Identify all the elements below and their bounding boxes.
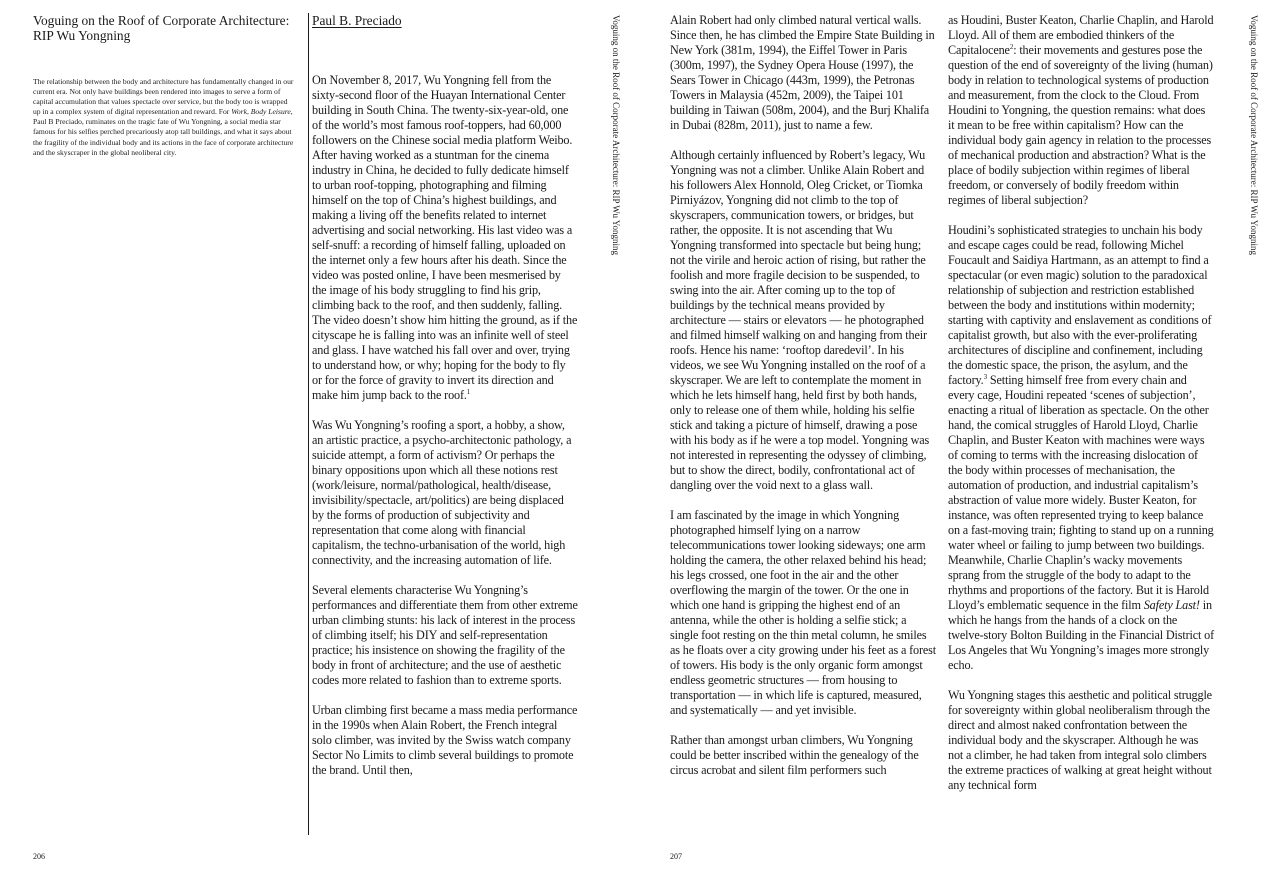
body-column-1 — [312, 73, 578, 778]
body-column-3 — [948, 13, 1214, 793]
paragraph: Alain Robert had only climbed natural vertical walls. Since then, he has climbed the Empire State Building in New York (381m, 1994), the Eiffel Tower in Paris (300m, 1997), the Sydney Opera House (1997), the Sears Tower in Chicago (443m, 1999), the Petronas Towers in Malaysia (452m, 2009), the Taipei 101 building in Taiwan (508m, 2004), and the Burj Khalifa in Dubai (828m, 2011), just to name a few. — [670, 13, 935, 132]
page-number-left: 206 — [33, 852, 45, 861]
paragraph: On November 8, 2017, Wu Yongning fell from the sixty-second floor of the Huayan International Center building in South China. The twenty-six-year-old, one of the world’s most famous roof-toppers, had 60,000 followers on the Chinese social media platform Weibo. After having worked as a stuntman for the cinema industry in China, he decided to fully dedicate himself to urban roof-topping, photographing and filming himself on the top of China’s highest buildings, and making a living off the benefits related to internet advertising and social networking. His last video was a self-snuff: a recording of himself falling, uploaded on the internet only a few hours after his death. Since the video was posted online, I have been mesmerised by the image of his body struggling to find his grip, climbing back to the roof, and then suddenly, falling. The video doesn’t show him hitting the ground, as if the cityscape he is falling into was an infinite well of steel and glass. I have watched his fall over and over, trying to understand how, or why; hoping for the body to fly or for the force of gravity to invert its direction and make him jump back to the roof.$^1$ — [312, 73, 578, 402]
footnote-ref[interactable]: 1 — [466, 387, 471, 396]
article-abstract — [33, 77, 295, 158]
column-rule — [308, 13, 309, 835]
paragraph: I am fascinated by the image in which Yongning photographed himself lying on a narrow telecommunications tower looking sideways; one arm holding the camera, the other relaxed behind his head; his legs crossed, one foot in the air and the other overflowing the margin of the tower. Or the one in which one hand is gripping the highest end of an antenna, while the other is holding a selfie stick; a single foot resting on the thin metal column, he smiles as he floats over a city growing under his feet as a forest of towers. His body is the only organic form amongst endless geometric structures — from housing to transportation — in which life is captured, measured, and systematically — and yet invisible. — [670, 508, 936, 717]
paragraph: Was Wu Yongning’s roofing a sport, a hobby, a show, an artistic practice, a psycho-architectonic pathology, a suicide attempt, a form of activism? Or perhaps the binary oppositions upon which all these notions rest (work/leisure, normal/pathological, health/disease, invisibility/spectacle, art/politics) are being displaced by the forms of production of subjectivity and representation that come along with financial capitalism, the techno-urbanisation of the world, high connectivity, and the increasing automation of life. — [312, 418, 572, 567]
paragraph: Rather than amongst urban climbers, Wu Yongning could be better inscribed within the genealogy of the circus acrobat and silent film performers such — [670, 733, 919, 777]
paragraph: Urban climbing first became a mass media performance in the 1990s when Alain Robert, the French integral solo climber, was invited by the Swiss watch company Sector No Limits to climb several buildings to promote the brand. Until then, — [312, 703, 578, 777]
paragraph: Several elements characterise Wu Yongning’s performances and differentiate them from other extreme urban climbing stunts: his lack of interest in the process of climbing itself; his DIY and self-representation practice; his insistence on showing the fragility of the body in front of architecture; and the use of aesthetic codes more related to fashion than to extreme sports. — [312, 583, 578, 687]
paragraph: Although certainly influenced by Robert’s legacy, Wu Yongning was not a climber. Unlike Alain Robert and his followers Alex Honnold, Oleg Cricket, or Tiomka Pirniyázov, Yongning did not climb to the top of skyscrapers, communication towers, or bridges, but rather, the opposite. It is not ascending that Wu Yongning transformed into spectacle but being hung; not the virile and heroic action of rising, but rather the foolish and more fragile decision to be suspended, to swing into the air. After coming up to the top of buildings by the technical means provided by architecture — stairs or elevators — he photographed and filmed himself walking on and hanging from their roofs. Hence his name: ‘rooftop daredevil’. In his videos, we see Wu Yongning installed on the roof of a skyscraper. We are left to contemplate the moment in which he lets himself hang, held first by both hands, only to release one of them while, holding his selfie stick and taking a picture of himself, drawing a pose with his body as if he were a top model. Yongning was not interested in representing the odyssey of climbing, but to show the direct, bodily, confrontational act of dangling over the void next to a glass wall. — [670, 148, 930, 492]
abstract-text-start: The relationship between the body and architecture has fundamentally changed in our current era. Not only have buildings been rendered into images to serve a form of capital accumulation that values spectacle over service, but the body too is wrapped up in a complex system of digital representation and reward. For — [33, 77, 294, 117]
running-head-left: Voguing on the Roof of Corporate Architecture: RIP Wu Yongning — [611, 15, 621, 255]
running-head-right: Voguing on the Roof of Corporate Architecture: RIP Wu Yongning — [1249, 15, 1259, 255]
film-title: Safety Last! — [1143, 598, 1200, 612]
author-name: Paul B. Preciado — [312, 13, 402, 28]
footnote-ref[interactable]: 3 — [983, 372, 987, 381]
paragraph: as Houdini, Buster Keaton, Charlie Chaplin, and Harold Lloyd. All of them are embodied thinkers of the Capitalocene$^2$: their movements and gestures pose the question of the end of sovereignty of the living (human) body in relation to technological systems of production and measurement, from the clock to the Cloud. From Houdini to Yongning, the question remains: what does it mean to be free within capitalism? How can the individual body gain agency in relation to the processes of mechanical production and abstraction? What is the place of bodily subjection within regimes of liberal freedom, or conversely of bodily freedom within regimes of liberal subjection? — [948, 13, 1214, 207]
page-number-right: 207 — [670, 852, 682, 861]
abstract-text-end: , Paul B Preciado, ruminates on the tragic fate of Wu Yongning, a social media star famous for his selfies perched precariously atop tall buildings, and what it says about the fragility of the individual body and its actions in the face of corporate architecture and the skyscraper in the global neoliberal city. — [33, 107, 294, 157]
paragraph: Wu Yongning stages this aesthetic and political struggle for sovereignty within global neoliberalism through the direct and almost naked confrontation between the individual body and the skyscraper. Although he was not a climber, he had taken from integral solo climbers the extreme practices of walking at great height without any technical form — [948, 688, 1212, 792]
paragraph: Houdini’s sophisticated strategies to unchain his body and escape cages could be read, following Michel Foucault and Saidiya Hartmann, as an attempt to find a spectacular (or even magic) solution to the paradoxical relationship of subjection and restriction established between the body and institutions within modernity; starting with captivity and enslavement as conditions of capitalist growth, but also with the ever-proliferating architectures of discipline and confinement, including the domestic space, the prison, the asylum, and the factory.$^3$ Setting himself free from every chain and every cage, Houdini repeated ‘scenes of subjection’, enacting a ritual of liberation as spectacle. On the other hand, the comical struggles of Harold Lloyd, Charlie Chaplin, and Buster Keaton with machines were ways of coming to terms with the increasing dislocation of the body within processes of mechanisation, the automation of production, and industrial capitalism’s abstraction of value more widely. Buster Keaton, for instance, was often represented trying to keep balance on a fast-moving train; fighting to stand up on a running water wheel or failing to jump between two buildings. Meanwhile, Charlie Chaplin’s wacky movements sprang from the struggle of the body to adapt to the rhythms and proportions of the factory. But it is Harold Lloyd’s emblematic sequence in the film Safety Last! in which he hangs from the hands of a clock on the twelve-story Bolton Building in the Financial District of Los Angeles that Wu Yongning’s images more strongly echo. — [948, 223, 1214, 672]
footnote-ref[interactable]: 2 — [1009, 42, 1014, 51]
article-title: Voguing on the Roof of Corporate Architecture: RIP Wu Yongning — [33, 13, 290, 43]
body-column-2 — [670, 13, 936, 778]
abstract-book-title: Work, Body Leisure — [231, 107, 291, 117]
